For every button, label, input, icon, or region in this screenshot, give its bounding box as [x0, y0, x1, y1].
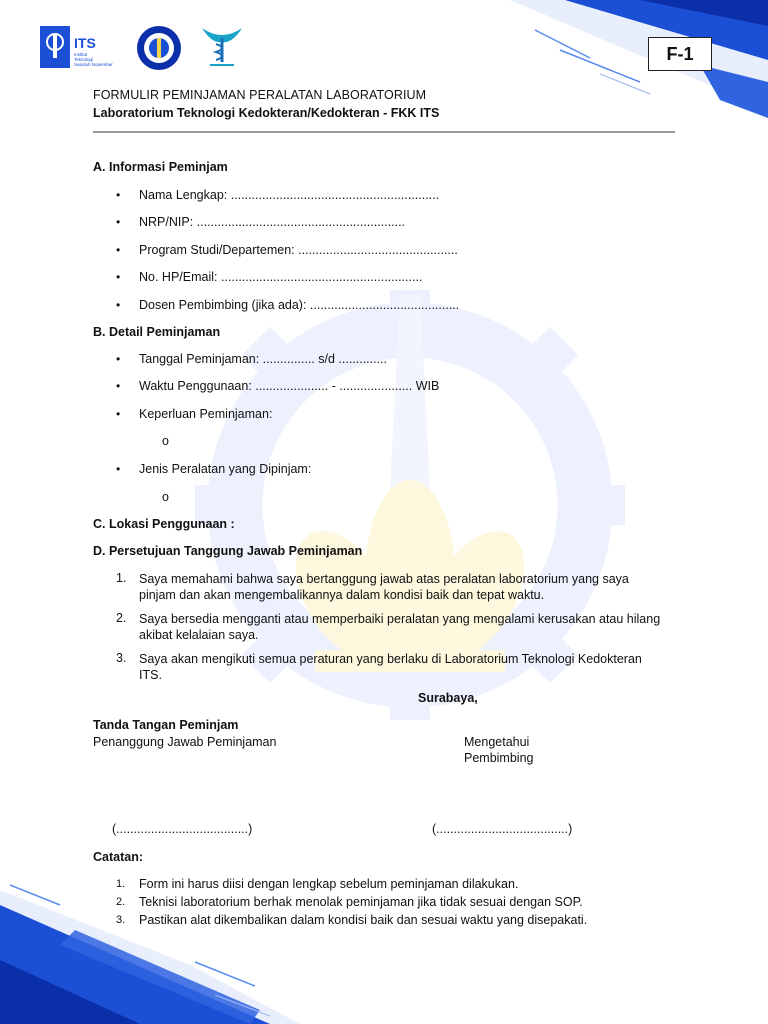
- field-jenis-peralatan-entry[interactable]: o: [162, 490, 169, 504]
- agreement-item-2-line2: akibat kelalaian saya.: [139, 628, 259, 642]
- note-number: 3.: [116, 914, 126, 926]
- bullet-icon: •: [116, 352, 121, 366]
- field-tanggal-peminjaman[interactable]: Tanggal Peminjaman: ............... s/d ..............: [139, 352, 388, 366]
- field-nama-lengkap[interactable]: Nama Lengkap: ............................................................: [139, 188, 440, 202]
- field-jenis-peralatan-label: Jenis Peralatan yang Dipinjam:: [139, 462, 312, 476]
- faculty-emblem-logo: [135, 24, 183, 72]
- bullet-icon: •: [116, 215, 121, 229]
- field-nrp-nip[interactable]: NRP/NIP: ............................................................: [139, 215, 406, 229]
- bullet-icon: •: [116, 298, 121, 312]
- section-d-heading: D. Persetujuan Tanggung Jawab Peminjaman: [93, 544, 363, 558]
- field-dosen-pembimbing[interactable]: Dosen Pembimbing (jika ada): ...........................................: [139, 298, 460, 312]
- agreement-item-3: [139, 651, 679, 683]
- signature-right-line1: Mengetahui: [464, 735, 530, 749]
- agreement-item-3-line2: ITS.: [139, 668, 162, 682]
- bullet-icon: •: [116, 270, 121, 284]
- notes-heading: Catatan:: [93, 850, 144, 864]
- svg-text:Sepuluh Nopember: Sepuluh Nopember: [74, 62, 113, 67]
- agreement-number: 1.: [116, 571, 127, 585]
- signature-right-line2: Pembimbing: [464, 751, 534, 765]
- note-number: 1.: [116, 878, 126, 890]
- header-divider: [93, 131, 675, 133]
- medical-caduceus-logo: [200, 24, 244, 72]
- signature-left-heading: Tanda Tangan Peminjam: [93, 718, 239, 732]
- signature-blank-borrower[interactable]: (......................................): [112, 822, 253, 836]
- agreement-item-1: [139, 571, 679, 603]
- signature-blank-supervisor[interactable]: (......................................): [432, 822, 573, 836]
- note-item-3: Pastikan alat dikembalikan dalam kondisi baik dan sesuai waktu yang disepakati.: [139, 913, 588, 927]
- agreement-item-3-line1: Saya akan mengikuti semua peraturan yang berlaku di Laboratorium Teknologi Kedokteran: [139, 652, 642, 666]
- field-hp-email[interactable]: No. HP/Email: ..........................................................: [139, 270, 423, 284]
- bullet-icon: •: [116, 407, 121, 421]
- field-keperluan-label: Keperluan Peminjaman:: [139, 407, 273, 421]
- form-code-badge: [648, 37, 712, 71]
- its-logo: [40, 26, 120, 70]
- form-code-text: F-1: [666, 43, 694, 64]
- agreement-number: 2.: [116, 611, 127, 625]
- section-a-heading: A. Informasi Peminjam: [93, 160, 228, 174]
- agreement-number: 3.: [116, 651, 127, 665]
- agreement-item-2-line1: Saya bersedia mengganti atau memperbaiki peralatan yang mengalami kerusakan atau hilang: [139, 612, 661, 626]
- field-keperluan-entry[interactable]: o: [162, 434, 169, 448]
- agreement-item-1-line1: Saya memahami bahwa saya bertanggung jawab atas peralatan laboratorium yang saya: [139, 572, 629, 586]
- bullet-icon: •: [116, 188, 121, 202]
- svg-text:Teknologi: Teknologi: [74, 57, 94, 62]
- svg-text:Institut: Institut: [74, 52, 88, 57]
- note-number: 2.: [116, 896, 126, 908]
- agreement-item-2: [139, 611, 679, 643]
- form-subtitle: Laboratorium Teknologi Kedokteran/Kedokteran - FKK ITS: [93, 106, 440, 120]
- section-c-heading: C. Lokasi Penggunaan :: [93, 517, 235, 531]
- field-program-studi[interactable]: Program Studi/Departemen: ..............................................: [139, 243, 458, 257]
- signature-left-subheading: Penanggung Jawab Peminjaman: [93, 735, 277, 749]
- section-b-heading: B. Detail Peminjaman: [93, 325, 221, 339]
- its-logo-text: ITS: [74, 35, 96, 51]
- note-item-2: Teknisi laboratorium berhak menolak peminjaman jika tidak sesuai dengan SOP.: [139, 895, 583, 909]
- bullet-icon: •: [116, 462, 121, 476]
- note-item-1: Form ini harus diisi dengan lengkap sebelum peminjaman dilakukan.: [139, 877, 519, 891]
- form-title: FORMULIR PEMINJAMAN PERALATAN LABORATORIUM: [93, 88, 427, 102]
- agreement-item-1-line2: pinjam dan akan mengembalikannya dalam kondisi baik dan tepat waktu.: [139, 588, 545, 602]
- bullet-icon: •: [116, 243, 121, 257]
- bullet-icon: •: [116, 379, 121, 393]
- signature-city: Surabaya,: [418, 691, 478, 705]
- field-waktu-penggunaan[interactable]: Waktu Penggunaan: ..................... - ..................... WIB: [139, 379, 440, 393]
